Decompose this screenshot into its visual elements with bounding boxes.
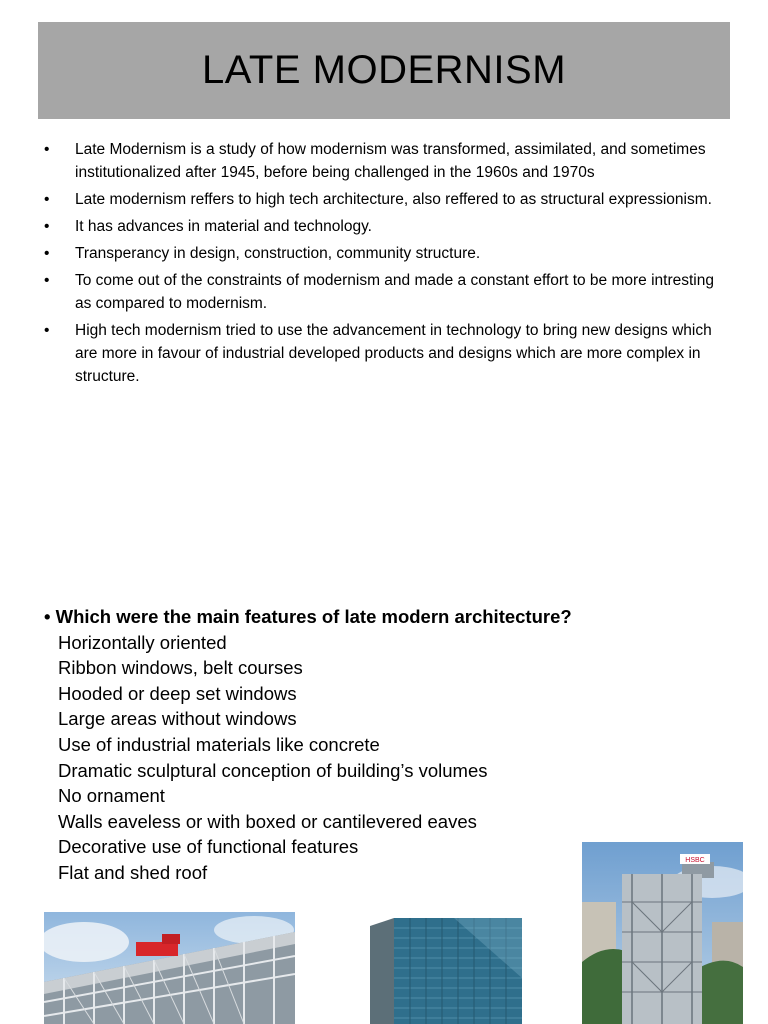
bullet-text: High tech modernism tried to use the advancement in technology to bring new designs which are more in favour of industrial developed products and designs which are more complex in structure.: [75, 322, 712, 385]
feature-item: Flat and shed roof: [58, 861, 208, 883]
bullet-dot: •: [44, 272, 50, 289]
features-question: • Which were the main features of late modern architecture?: [44, 606, 572, 627]
feature-item: Large areas without windows: [58, 708, 297, 730]
hsbc-sign-text: HSBC: [685, 857, 705, 864]
bullet-item: [44, 138, 724, 184]
bullet-dot: •: [44, 245, 50, 262]
bullet-text: It has advances in material and technology.: [75, 218, 372, 235]
bullet-item: [44, 188, 724, 211]
bullet-text: Late modernism reffers to high tech architecture, also reffered to as structural expressionism.: [75, 191, 712, 208]
bullet-item: [44, 319, 724, 388]
feature-item: Walls eaveless or with boxed or cantilevered eaves: [58, 810, 477, 832]
feature-item: Dramatic sculptural conception of building’s volumes: [58, 759, 488, 781]
bullet-dot: •: [44, 141, 50, 158]
intro-bullet-list: [44, 138, 724, 392]
bullet-text: Transperancy in design, construction, community structure.: [75, 245, 481, 262]
bullet-item: [44, 215, 724, 238]
bullet-text: To come out of the constraints of modernism and made a constant effort to be more intresting as compared to modernism.: [75, 272, 714, 312]
red-structure: [136, 942, 178, 956]
bullet-dot: •: [44, 218, 50, 235]
feature-item: Decorative use of functional features: [58, 836, 359, 858]
feature-item: Ribbon windows, belt courses: [58, 657, 303, 679]
page-title: LATE MODERNISM: [201, 48, 567, 92]
bullet-dot: •: [44, 191, 50, 208]
feature-item: No ornament: [58, 785, 165, 807]
bullet-item: [44, 269, 724, 315]
glass-tower-photo: [334, 918, 544, 1024]
hsbc-tower-photo: [582, 842, 743, 1024]
feature-item: Use of industrial materials like concrete: [58, 733, 380, 755]
high-tech-building-photo: [44, 912, 295, 1024]
bullet-text: Late Modernism is a study of how modernism was transformed, assimilated, and sometimes institutionalized after 1945, before being challenged in the 1960s and 1970s: [75, 141, 706, 181]
bullet-dot: •: [44, 322, 50, 339]
feature-item: Horizontally oriented: [58, 631, 227, 653]
title-bar: [38, 22, 730, 119]
bullet-item: [44, 242, 724, 265]
feature-item: Hooded or deep set windows: [58, 682, 297, 704]
